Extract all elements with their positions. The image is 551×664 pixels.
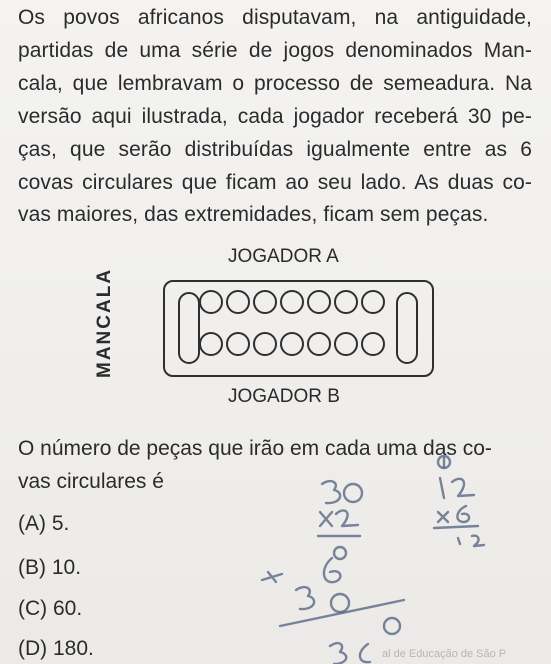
pit-top-5 bbox=[307, 290, 331, 314]
option-d[interactable] bbox=[18, 637, 94, 661]
pit-bottom-7 bbox=[361, 332, 385, 356]
question-line-2: vas circulares é bbox=[18, 470, 164, 493]
mancala-board bbox=[163, 280, 434, 377]
option-a-text: 5. bbox=[51, 512, 70, 535]
player-b-label: JOGADOR B bbox=[228, 386, 340, 407]
pit-top-7 bbox=[361, 290, 385, 314]
pit-row-player-a bbox=[199, 290, 385, 314]
pit-bottom-6 bbox=[334, 332, 358, 356]
option-b-letter: (B) bbox=[18, 556, 46, 579]
store-left bbox=[178, 292, 200, 364]
pit-row-player-b bbox=[199, 332, 385, 356]
intro-line-2: partidas de uma série de jogos denominados Man- bbox=[18, 39, 532, 62]
intro-line-4: versão aqui ilustrada, cada jogador receberá 30 pe- bbox=[18, 105, 532, 128]
pit-top-3 bbox=[253, 290, 277, 314]
pit-bottom-1 bbox=[199, 332, 223, 356]
option-a[interactable] bbox=[18, 512, 69, 536]
intro-line-6: covas circulares que ficam ao seu lado. As duas co- bbox=[18, 171, 532, 194]
pit-bottom-5 bbox=[307, 332, 331, 356]
option-b-text: 10. bbox=[51, 556, 82, 579]
option-d-text: 180. bbox=[53, 637, 94, 660]
store-right bbox=[396, 292, 418, 364]
pit-top-4 bbox=[280, 290, 304, 314]
option-d-letter: (D) bbox=[18, 637, 48, 660]
intro-line-7: vas maiores, das extremidades, ficam sem peças. bbox=[18, 203, 489, 226]
intro-line-3: cala, que lembravam o processo de semeadura. Na bbox=[18, 72, 532, 95]
question-line-1: O número de peças que irão em cada uma das co- bbox=[18, 437, 492, 460]
player-a-label: JOGADOR A bbox=[228, 246, 339, 267]
option-c-letter: (C) bbox=[18, 597, 48, 620]
pit-bottom-4 bbox=[280, 332, 304, 356]
option-a-letter: (A) bbox=[18, 512, 46, 535]
pit-bottom-3 bbox=[253, 332, 277, 356]
option-c[interactable] bbox=[18, 597, 82, 621]
pit-top-1 bbox=[199, 290, 223, 314]
option-c-text: 60. bbox=[53, 597, 83, 620]
pit-top-2 bbox=[226, 290, 250, 314]
pit-bottom-2 bbox=[226, 332, 250, 356]
pit-top-6 bbox=[334, 290, 358, 314]
option-b[interactable] bbox=[18, 556, 81, 580]
intro-line-1: Os povos africanos disputavam, na antiguidade, bbox=[18, 6, 532, 29]
footer-watermark: al de Educação de São P bbox=[382, 648, 507, 660]
intro-line-5: ças, que serão distribuídas igualmente entre as 6 bbox=[18, 138, 532, 161]
mancala-label: MANCALA bbox=[94, 267, 115, 379]
